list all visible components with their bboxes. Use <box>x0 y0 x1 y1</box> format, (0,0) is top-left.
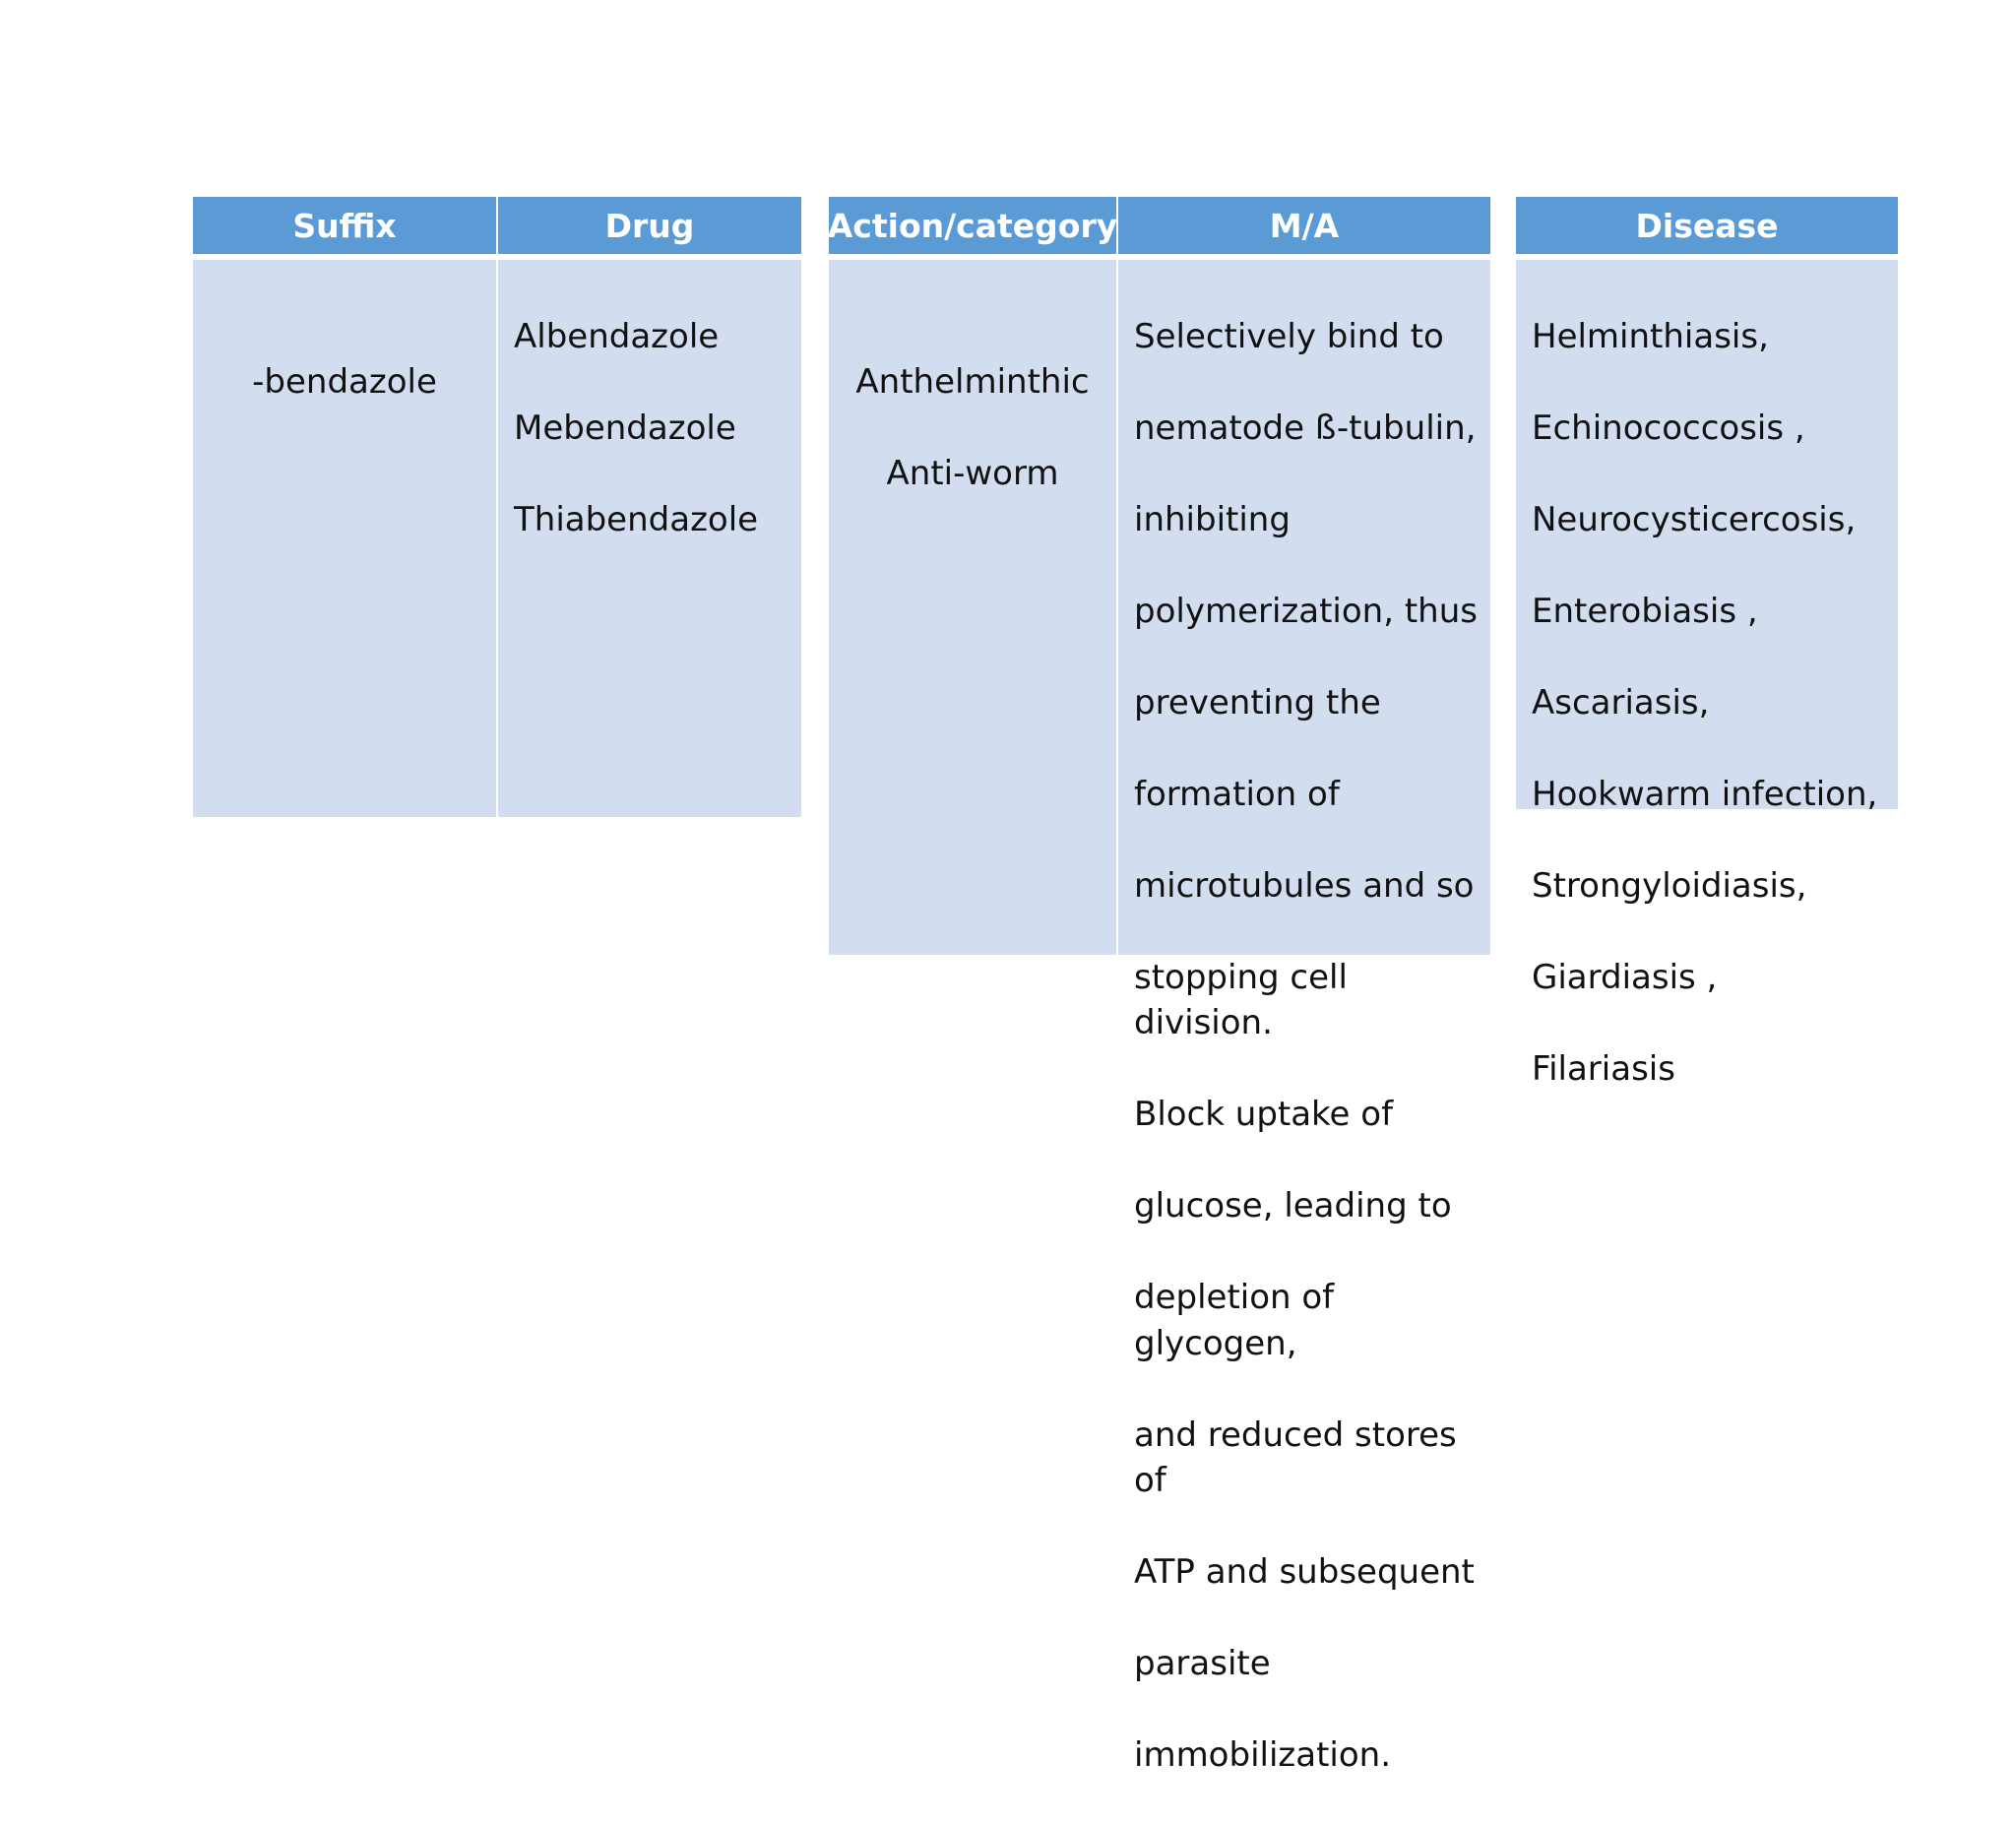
action-header: Action/category <box>829 197 1116 254</box>
ma-line: nematode ß-tubulin, <box>1134 408 1477 448</box>
ma-line: ATP and subsequent <box>1134 1552 1475 1592</box>
ma-column <box>1118 197 1490 1775</box>
action-cell <box>829 260 1116 955</box>
ma-line: stopping cell division. <box>1134 957 1348 1042</box>
drug-cell <box>498 260 801 817</box>
ma-line: polymerization, thus <box>1134 591 1478 631</box>
disease-item: Strongyloidiasis, <box>1532 865 1807 906</box>
action-item: Anti-worm <box>886 453 1059 493</box>
suffix-value: -bendazole <box>252 361 437 402</box>
suffix-cell <box>193 260 496 817</box>
ma-line: Selectively bind to <box>1134 316 1444 356</box>
drug-item: Mebendazole <box>514 408 736 448</box>
disease-item: Helminthiasis, <box>1532 316 1769 356</box>
suffix-header: Suffix <box>193 197 496 254</box>
disease-column <box>1516 197 1898 1089</box>
ma-line: preventing the <box>1134 682 1381 723</box>
drug-item: Albendazole <box>514 316 720 356</box>
ma-line: immobilization. <box>1134 1735 1392 1775</box>
action-item: Anthelminthic <box>855 361 1090 402</box>
disease-cell <box>1516 260 1898 1089</box>
disease-item: Giardiasis , <box>1532 957 1718 997</box>
ma-header: M/A <box>1118 197 1490 254</box>
disease-item: Hookwarm infection, <box>1532 774 1878 814</box>
suffix-drug-table <box>193 197 801 817</box>
ma-line: and reduced stores of <box>1134 1415 1457 1500</box>
disease-table <box>1516 197 1898 1089</box>
ma-line: inhibiting <box>1134 499 1291 539</box>
ma-line: parasite <box>1134 1644 1271 1683</box>
drug-column <box>498 197 801 817</box>
drug-header: Drug <box>498 197 801 254</box>
disease-header: Disease <box>1516 197 1898 254</box>
disease-item: Enterobiasis , <box>1532 591 1758 631</box>
ma-line: formation of <box>1134 774 1340 814</box>
ma-line: depletion of glycogen, <box>1134 1278 1335 1363</box>
action-column <box>829 197 1116 955</box>
disease-item: Filariasis <box>1532 1048 1675 1089</box>
ma-line: Block uptake of <box>1134 1095 1394 1134</box>
drug-item: Thiabendazole <box>514 499 759 539</box>
disease-item: Neurocysticercosis, <box>1532 499 1857 539</box>
disease-item: Echinococcosis , <box>1532 408 1805 448</box>
disease-item: Ascariasis, <box>1532 682 1710 723</box>
suffix-column <box>193 197 496 817</box>
action-ma-table <box>827 197 1490 1775</box>
ma-cell <box>1118 260 1490 1775</box>
ma-line: glucose, leading to <box>1134 1186 1452 1226</box>
ma-line: microtubules and so <box>1134 865 1475 906</box>
